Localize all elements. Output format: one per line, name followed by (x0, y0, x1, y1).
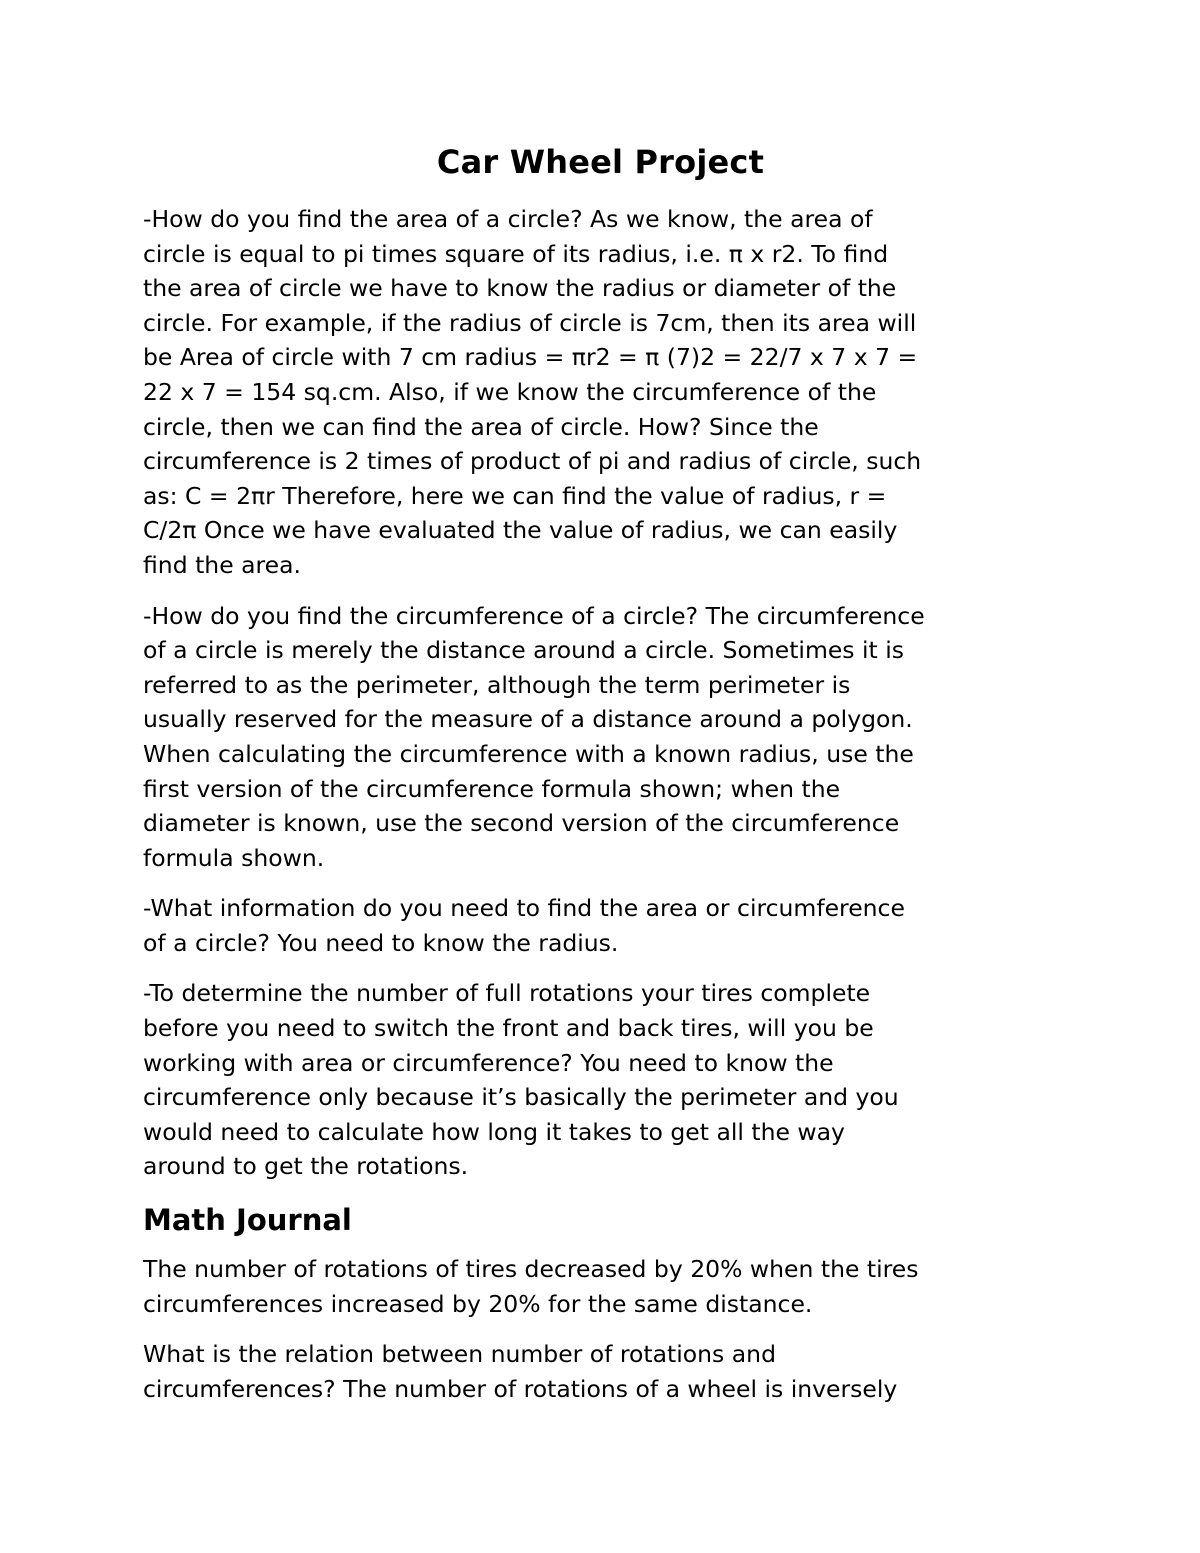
text-line: diameter is known, use the second version of the circumference (143, 809, 900, 838)
text-line: circumferences increased by 20% for the same distance. (143, 1289, 813, 1318)
text-line: circle is equal to pi times square of its radius, i.e. π x r2. To find (143, 239, 889, 268)
text-line: circumference only because it’s basically the perimeter and you (143, 1083, 899, 1112)
journal-paragraph-rotations (143, 1252, 1058, 1321)
section-heading: Math Journal (143, 1203, 352, 1238)
journal-paragraph-relation (143, 1337, 1058, 1406)
document-page (143, 140, 1058, 1422)
text-line: -What information do you need to find the area or circumference (143, 894, 905, 923)
text-line: referred to as the perimeter, although the term perimeter is (143, 670, 851, 699)
text-line: C/2π Once we have evaluated the value of radius, we can easily (143, 516, 898, 545)
text-line: working with area or circumference? You need to know the (143, 1048, 834, 1077)
paragraph-circumference-question (143, 599, 1058, 876)
text-line: of a circle? You need to know the radius. (143, 928, 619, 957)
text-line: -To determine the number of full rotations your tires complete (143, 979, 871, 1008)
text-line: circumference is 2 times of product of pi and radius of circle, such (143, 447, 922, 476)
text-line: circle, then we can find the area of circle. How? Since the (143, 412, 819, 441)
text-line: When calculating the circumference with a known radius, use the (143, 739, 914, 768)
paragraph-area-question (143, 202, 1058, 583)
text-line: What is the relation between number of rotations and (143, 1340, 776, 1369)
text-line: 22 x 7 = 154 sq.cm. Also, if we know the circumference of the (143, 377, 877, 406)
paragraph-information-question (143, 891, 1058, 960)
text-line: formula shown. (143, 843, 325, 872)
document-title: Car Wheel Project (436, 143, 765, 181)
text-line: circumferences? The number of rotations of a wheel is inversely (143, 1374, 898, 1403)
text-line: before you need to switch the front and back tires, will you be (143, 1014, 874, 1043)
text-line: usually reserved for the measure of a distance around a polygon. (143, 705, 913, 734)
text-line: first version of the circumference formula shown; when the (143, 774, 841, 803)
text-line: would need to calculate how long it takes to get all the way (143, 1117, 845, 1146)
paragraph-rotations-question (143, 976, 1058, 1184)
text-line: be Area of circle with 7 cm radius = πr2 = π (7)2 = 22/7 x 7 x 7 = (143, 343, 918, 372)
text-line: circle. For example, if the radius of circle is 7cm, then its area will (143, 308, 917, 337)
text-line: as: C = 2πr Therefore, here we can find the value of radius, r = (143, 481, 887, 510)
text-line: The number of rotations of tires decreased by 20% when the tires (143, 1255, 919, 1284)
text-line: around to get the rotations. (143, 1152, 469, 1181)
text-line: of a circle is merely the distance around a circle. Sometimes it is (143, 636, 904, 665)
text-line: -How do you find the circumference of a circle? The circumference (143, 601, 925, 630)
text-line: the area of circle we have to know the radius or diameter of the (143, 274, 897, 303)
text-line: -How do you find the area of a circle? As we know, the area of (143, 205, 873, 233)
text-line: find the area. (143, 550, 301, 579)
